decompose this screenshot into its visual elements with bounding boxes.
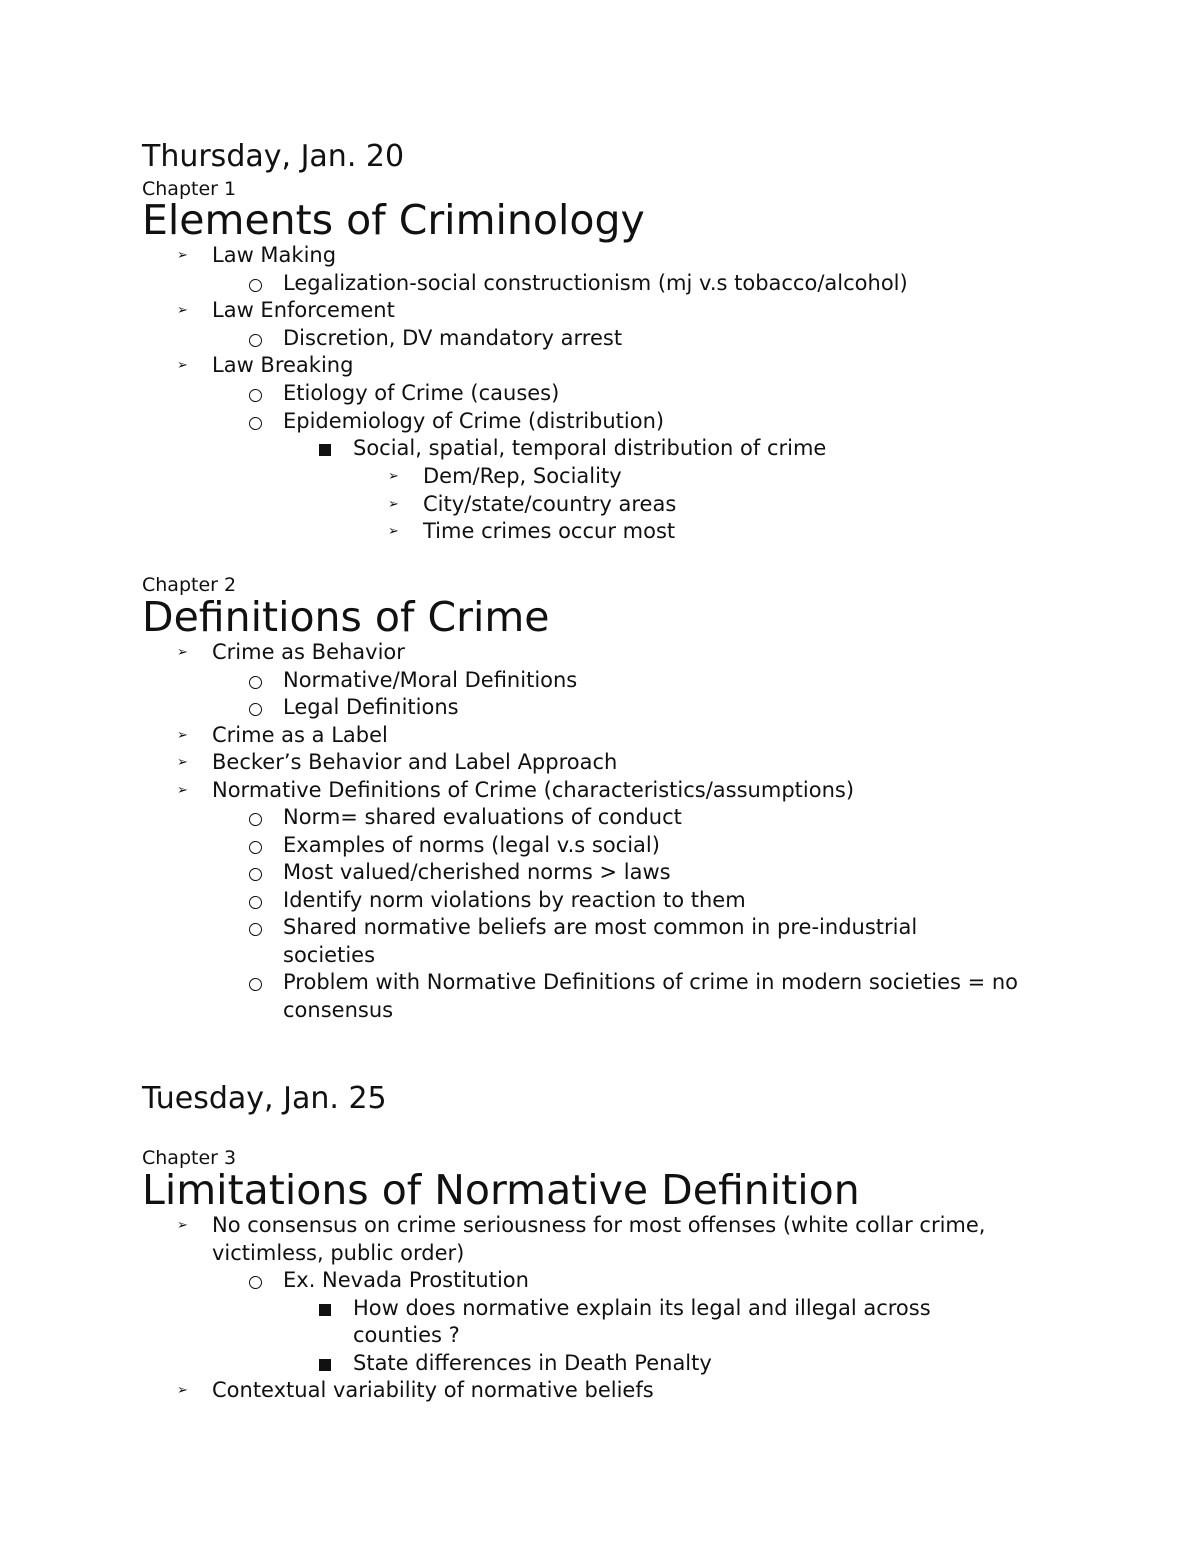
list-item: Problem with Normative Definitions of crime in modern societies = no	[283, 970, 1018, 994]
list-item-continuation: victimless, public order)	[212, 1241, 465, 1265]
circle-bullet-icon	[249, 676, 262, 689]
list-item-continuation: counties ?	[353, 1323, 460, 1347]
list-item: ➢ Law Making	[177, 243, 337, 267]
list-item: ➢ Becker’s Behavior and Label Approach	[177, 750, 618, 774]
list-item: ➢ Time crimes occur most	[388, 519, 676, 543]
list-item: ➢ Law Breaking	[177, 353, 354, 377]
list-item: ➢ Crime as a Label	[177, 723, 388, 747]
list-item: ➢ Dem/Rep, Sociality	[388, 464, 622, 488]
circle-bullet-icon	[249, 389, 262, 402]
list-item-continuation: societies	[283, 943, 376, 967]
chapter-label: Chapter 1	[142, 178, 237, 200]
circle-bullet-icon	[249, 868, 262, 881]
list-item: Discretion, DV mandatory arrest	[283, 326, 622, 350]
section-heading: Limitations of Normative Definition	[142, 1166, 860, 1214]
list-item: ➢ Normative Definitions of Crime (characteristics/assumptions)	[177, 778, 855, 802]
circle-bullet-icon	[249, 334, 262, 347]
circle-bullet-icon	[249, 896, 262, 909]
chapter-label: Chapter 3	[142, 1147, 237, 1169]
list-item: Ex. Nevada Prostitution	[283, 1268, 529, 1292]
list-item: Epidemiology of Crime (distribution)	[283, 409, 664, 433]
circle-bullet-icon	[249, 923, 262, 936]
circle-bullet-icon	[249, 279, 262, 292]
section-heading: Definitions of Crime	[142, 593, 550, 641]
arrow-bullet-icon: ➢	[177, 358, 188, 373]
square-bullet-icon	[319, 444, 331, 456]
arrow-bullet-icon: ➢	[177, 303, 188, 318]
square-bullet-icon	[319, 1359, 331, 1371]
arrow-bullet-icon: ➢	[388, 524, 399, 539]
list-item: ➢ Contextual variability of normative beliefs	[177, 1378, 654, 1402]
circle-bullet-icon	[249, 417, 262, 430]
list-item: State differences in Death Penalty	[353, 1351, 712, 1375]
arrow-bullet-icon: ➢	[177, 755, 188, 770]
circle-bullet-icon	[249, 978, 262, 991]
date-heading: Tuesday, Jan. 25	[142, 1081, 387, 1116]
arrow-bullet-icon: ➢	[177, 645, 188, 660]
list-item-continuation: consensus	[283, 998, 394, 1022]
arrow-bullet-icon: ➢	[177, 1218, 188, 1233]
list-item: Shared normative beliefs are most common in pre-industrial	[283, 915, 917, 939]
list-item: Examples of norms (legal v.s social)	[283, 833, 660, 857]
square-bullet-icon	[319, 1304, 331, 1316]
circle-bullet-icon	[249, 1276, 262, 1289]
list-item: ➢ Crime as Behavior	[177, 640, 405, 664]
circle-bullet-icon	[249, 703, 262, 716]
circle-bullet-icon	[249, 813, 262, 826]
section-heading: Elements of Criminology	[142, 196, 645, 244]
list-item: ➢ No consensus on crime seriousness for most offenses (white collar crime,	[177, 1213, 986, 1237]
arrow-bullet-icon: ➢	[177, 248, 188, 263]
list-item: Most valued/cherished norms > laws	[283, 860, 671, 884]
arrow-bullet-icon: ➢	[388, 497, 399, 512]
arrow-bullet-icon: ➢	[177, 1383, 188, 1398]
list-item: Social, spatial, temporal distribution of crime	[353, 436, 826, 460]
list-item: Norm= shared evaluations of conduct	[283, 805, 682, 829]
date-heading: Thursday, Jan. 20	[142, 139, 405, 174]
list-item: How does normative explain its legal and illegal across	[353, 1296, 931, 1320]
list-item: Identify norm violations by reaction to them	[283, 888, 746, 912]
list-item: ➢ City/state/country areas	[388, 492, 677, 516]
list-item: Etiology of Crime (causes)	[283, 381, 559, 405]
list-item: Normative/Moral Definitions	[283, 668, 577, 692]
list-item: Legalization-social constructionism (mj v.s tobacco/alcohol)	[283, 271, 908, 295]
list-item: Legal Definitions	[283, 695, 459, 719]
chapter-label: Chapter 2	[142, 574, 237, 596]
arrow-bullet-icon: ➢	[388, 469, 399, 484]
list-item: ➢ Law Enforcement	[177, 298, 395, 322]
circle-bullet-icon	[249, 841, 262, 854]
arrow-bullet-icon: ➢	[177, 728, 188, 743]
arrow-bullet-icon: ➢	[177, 783, 188, 798]
